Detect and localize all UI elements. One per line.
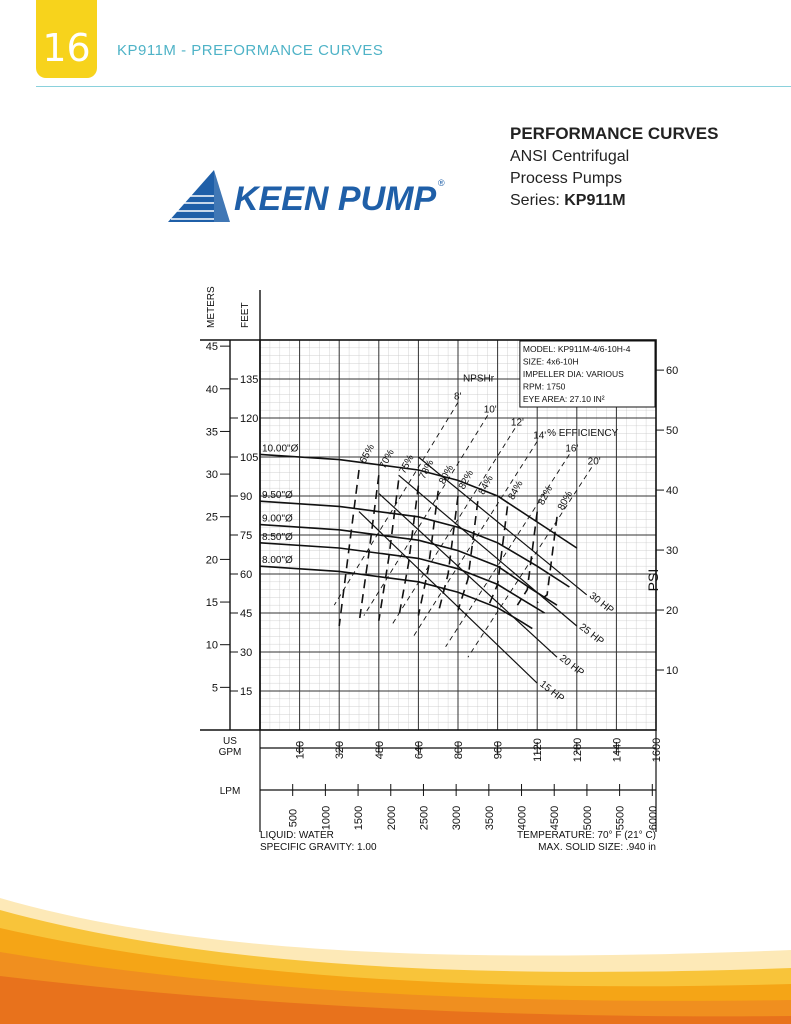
- gpm-tick-label: 480: [373, 740, 386, 760]
- meters-tick-label: 25: [205, 511, 218, 524]
- keen-pump-logo: [168, 168, 458, 224]
- title-block: [510, 122, 718, 212]
- series-value: KP911M: [564, 192, 626, 209]
- gpm-tick-label: 160: [294, 740, 307, 760]
- efficiency-label: 70%: [377, 447, 397, 471]
- lpm-tick-label: 5500: [614, 805, 627, 831]
- npshr-label: 16': [565, 443, 579, 455]
- info-box-line: MODEL: KP911M-4/6-10H-4: [522, 344, 631, 354]
- info-box-line: IMPELLER DIA: VARIOUS: [522, 369, 624, 379]
- gpm-tick-label: 320: [334, 740, 347, 760]
- gpm-tick-label: 640: [413, 740, 426, 760]
- impeller-label: 8.00"Ø: [262, 555, 293, 567]
- npshr-label: 20': [587, 456, 601, 468]
- meters-tick-label: 5: [211, 682, 218, 695]
- header-divider: [36, 86, 791, 87]
- meters-tick-label: 20: [205, 554, 218, 567]
- meters-tick-label: 45: [205, 341, 218, 354]
- note-gravity: SPECIFIC GRAVITY: 1.00: [260, 842, 377, 853]
- page-header-title: KP911M - PREFORMANCE CURVES: [117, 42, 384, 59]
- feet-tick-label: 45: [240, 608, 253, 620]
- impeller-label: 8.50"Ø: [262, 531, 293, 543]
- gpm-axis-label-top: US: [223, 736, 237, 747]
- lpm-tick-label: 3500: [483, 805, 496, 831]
- title-line-2: Process Pumps: [510, 170, 623, 187]
- psi-tick-label: 50: [666, 425, 679, 438]
- lpm-tick-label: 4500: [549, 805, 562, 831]
- lpm-tick-label: 4000: [516, 805, 529, 831]
- title-heading: PERFORMANCE CURVES: [510, 124, 719, 143]
- efficiency-label: 82%: [456, 468, 477, 492]
- efficiency-label: 84%: [476, 473, 496, 497]
- impeller-label: 10.00"Ø: [262, 443, 299, 455]
- performance-chart: [190, 280, 679, 860]
- lpm-tick-label: 1000: [320, 805, 333, 831]
- lpm-tick-label: 500: [287, 808, 300, 828]
- hp-label: 15 HP: [537, 678, 567, 705]
- gpm-tick-label: 1280: [571, 737, 584, 763]
- feet-tick-label: 105: [240, 452, 259, 464]
- efficiency-label: 80%: [437, 463, 457, 487]
- lpm-tick-label: 6000: [647, 805, 660, 831]
- npshr-label: 10': [483, 404, 497, 416]
- feet-tick-label: 60: [240, 569, 253, 581]
- note-solid-size: MAX. SOLID SIZE: .940 in: [538, 842, 656, 853]
- title-series: [510, 190, 718, 212]
- meters-tick-label: 30: [205, 469, 218, 482]
- meters-tick-label: 35: [205, 426, 218, 439]
- hp-label: 25 HP: [576, 621, 606, 648]
- gpm-axis-label-bottom: GPM: [218, 747, 242, 758]
- feet-tick-label: 135: [240, 374, 259, 386]
- footer-wave: [0, 880, 791, 1024]
- impeller-label: 9.50"Ø: [262, 490, 293, 502]
- lpm-axis-label: LPM: [219, 786, 241, 797]
- npshr-line: [364, 415, 488, 615]
- efficiency-label: 78%: [417, 458, 437, 482]
- meters-tick-label: 40: [205, 383, 218, 396]
- feet-axis-label: FEET: [240, 302, 251, 328]
- page-number-badge: 16: [36, 0, 97, 78]
- hp-label: 30 HP: [586, 590, 616, 617]
- gpm-tick-label: 1440: [611, 737, 624, 763]
- efficiency-label: 84%: [506, 478, 526, 502]
- psi-tick-label: 10: [666, 665, 679, 678]
- lpm-tick-label: 2000: [385, 805, 398, 831]
- info-box-line: SIZE: 4x6-10H: [522, 356, 579, 367]
- efficiency-label: 65%: [357, 442, 378, 466]
- efficiency-label: 75%: [397, 452, 417, 476]
- impeller-label: 9.00"Ø: [262, 513, 293, 525]
- meters-tick-label: 15: [205, 597, 218, 610]
- lpm-tick-label: 3000: [451, 805, 464, 831]
- psi-tick-label: 60: [666, 365, 679, 378]
- psi-tick-label: 20: [666, 605, 679, 618]
- feet-tick-label: 15: [240, 686, 253, 698]
- title-line-1: ANSI Centrifugal: [510, 148, 630, 165]
- note-temperature: TEMPERATURE: 70° F (21° C): [517, 830, 656, 841]
- feet-tick-label: 30: [240, 647, 253, 659]
- hp-label: 20 HP: [557, 652, 586, 679]
- gpm-tick-label: 1120: [532, 738, 545, 762]
- logo-registered: ®: [438, 178, 445, 188]
- meters-tick-label: 10: [205, 639, 218, 652]
- gpm-tick-label: 800: [453, 740, 465, 760]
- psi-tick-label: 30: [666, 545, 679, 558]
- lpm-tick-label: 1500: [353, 805, 366, 831]
- psi-axis-label: PSI: [645, 568, 661, 592]
- info-box-line: RPM: 1750: [522, 381, 566, 392]
- lpm-tick-label: 2500: [418, 805, 431, 831]
- feet-tick-label: 75: [240, 530, 253, 542]
- series-label: Series:: [510, 192, 565, 209]
- note-liquid: LIQUID: WATER: [260, 830, 334, 841]
- feet-tick-label: 90: [240, 491, 253, 503]
- feet-tick-label: 120: [240, 413, 259, 425]
- efficiency-label: 80%: [555, 489, 576, 513]
- psi-tick-label: 40: [666, 485, 679, 498]
- npshr-label: 8': [454, 391, 462, 403]
- gpm-tick-label: 1600: [651, 737, 663, 763]
- lpm-tick-label: 5000: [581, 805, 594, 831]
- npshr-label: 14': [533, 430, 547, 442]
- logo-text: KEEN PUMP: [234, 180, 437, 218]
- efficiency-axis-label: % EFFICIENCY: [547, 428, 619, 440]
- npshr-axis-label: NPSHr: [462, 373, 495, 385]
- gpm-tick-label: 960: [492, 740, 505, 760]
- meters-axis-label: METERS: [206, 286, 217, 328]
- efficiency-label: 82%: [536, 484, 556, 508]
- npshr-label: 12': [510, 417, 524, 429]
- info-box-line: EYE AREA: 27.10 IN²: [522, 394, 605, 404]
